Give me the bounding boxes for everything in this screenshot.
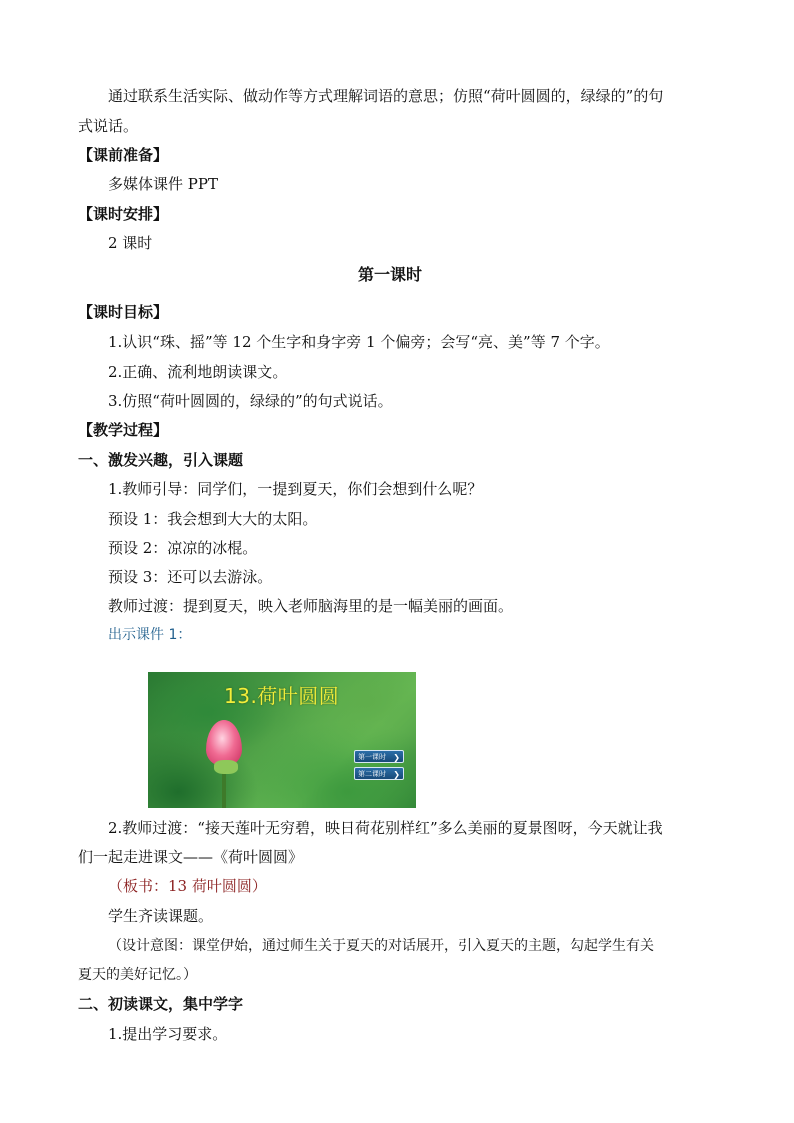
goal-3: 3.仿照“荷叶圆圆的，绿绿的”的句式说话。	[108, 392, 393, 410]
show-courseware-label: 出示课件 1：	[108, 627, 192, 643]
section-1-title: 一、激发兴趣，引入课题	[78, 451, 244, 469]
board-writing: （板书：13 荷叶圆圆）	[108, 877, 267, 895]
slide-button-lesson-1	[354, 750, 404, 763]
section-heading-process: 【教学过程】	[78, 421, 169, 439]
section-2-title: 二、初读课文，集中学字	[78, 995, 244, 1013]
intro-line-2: 式说话。	[78, 117, 139, 135]
intro-line-1: 通过联系生活实际、做动作等方式理解词语的意思；仿照“荷叶圆圆的，绿绿的”的句	[108, 87, 664, 105]
design-intent-line-1: （设计意图：课堂伊始，通过师生关于夏天的对话展开，引入夏天的主题，勾起学生有关	[108, 938, 654, 954]
lotus-leaf-bud-icon	[214, 760, 238, 774]
students-read-title: 学生齐读课题。	[108, 907, 214, 925]
teacher-transition-2a: 2.教师过渡：“接天莲叶无穷碧，映日荷花别样红”多么美丽的夏景图呀，今天就让我	[108, 819, 663, 837]
teacher-guide-1: 1.教师引导：同学们，一提到夏天，你们会想到什么呢？	[108, 480, 483, 498]
slide-button-lesson-2-label: 第二课时	[358, 770, 386, 778]
prep-text: 多媒体课件 PPT	[108, 175, 218, 193]
schedule-text: 2 课时	[108, 234, 153, 252]
preset-2: 预设 2：凉凉的冰棍。	[108, 539, 258, 557]
lesson-title: 第一课时	[358, 265, 423, 284]
section-heading-prep: 【课前准备】	[78, 146, 169, 164]
slide-button-lesson-2	[354, 767, 404, 780]
courseware-slide-image	[148, 672, 416, 808]
goal-1: 1.认识“珠、摇”等 12 个生字和身字旁 1 个偏旁；会写“亮、美”等 7 个字。	[108, 333, 610, 351]
chevron-right-icon: ❯	[393, 770, 400, 779]
preset-3: 预设 3：还可以去游泳。	[108, 568, 273, 586]
chevron-right-icon: ❯	[393, 753, 400, 762]
teacher-transition: 教师过渡：提到夏天，映入老师脑海里的是一幅美丽的画面。	[108, 597, 514, 615]
slide-title: 13.荷叶圆圆	[224, 684, 340, 708]
design-intent-line-2: 夏天的美好记忆。）	[78, 967, 197, 983]
teacher-transition-2b: 们一起走进课文——《荷叶圆圆》	[78, 848, 304, 866]
preset-1: 预设 1：我会想到大大的太阳。	[108, 510, 318, 528]
goal-2: 2.正确、流利地朗读课文。	[108, 363, 288, 381]
learning-requirement: 1.提出学习要求。	[108, 1025, 228, 1043]
section-heading-schedule: 【课时安排】	[78, 205, 169, 223]
section-heading-goals: 【课时目标】	[78, 303, 169, 321]
slide-button-lesson-1-label: 第一课时	[358, 753, 386, 761]
